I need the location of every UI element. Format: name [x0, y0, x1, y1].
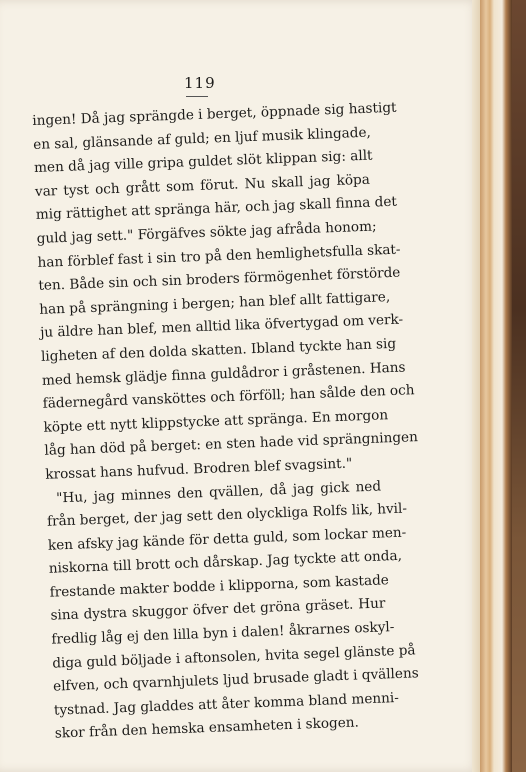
- text-line: "Hu, jag minnes den qvällen, då jag gick ned: [55, 477, 382, 506]
- text-line: ingen! Då jag sprängde i berget, öppnade sig hastigt: [32, 99, 397, 129]
- text-line: niskorna till brott och dårskap. Jag tyckte att onda,: [48, 548, 403, 577]
- text-line: guld jag sett." Förgäfves sökte jag afråda honom;: [36, 218, 377, 247]
- page-edge: [472, 0, 480, 772]
- text-line: elfven, och qvarnhjulets ljud brusade gladt i qvällens: [52, 665, 419, 695]
- text-line: ten. Både sin och sin broders förmögenhet förstörde: [38, 264, 401, 295]
- text-line: ligheten af den dolda skatten. Ibland tyckte han sig: [40, 335, 397, 365]
- text-line: ju äldre han blef, men alltid lika öfvertygad om verk-: [39, 311, 404, 342]
- text-line: fredlig låg ej den lilla byn i dalen! åkrarnes oskyl-: [51, 619, 395, 648]
- text-line: köpte ett nytt klippstycke att spränga. En morgon: [43, 406, 389, 436]
- page-number: 119: [184, 74, 216, 92]
- text-line: diga guld böljade i aftonsolen, hvita segel glänste på: [51, 641, 416, 672]
- text-line: var tyst och grått som förut. Nu skall jag köpa: [34, 171, 371, 200]
- text-line: från berget, der jag sett den olyckliga Rolfs lik, hvil-: [46, 500, 408, 530]
- text-line: tystnad. Jag gladdes att åter komma bland menni-: [53, 689, 400, 719]
- text-line: krossat hans hufvud. Brodren blef svagsint.": [45, 455, 353, 483]
- text-line: ken afsky jag kände för detta guld, som lockar men-: [47, 524, 407, 554]
- text-line: han förblef fast i sin tro på den hemlighetsfulla skat-: [37, 241, 401, 271]
- text-line: mig rättighet att spränga här, och jag skall finna det: [35, 194, 398, 224]
- text-line: han på sprängning i bergen; han blef allt fattigare,: [39, 288, 391, 318]
- text-line: men då jag ville gripa guldet slöt klippan sig: allt: [33, 147, 373, 177]
- text-line: skor från den hemska ensamheten i skogen.: [54, 714, 360, 743]
- text-line: med hemsk glädje finna guldådror i gråstenen. Hans: [41, 359, 406, 389]
- text-line: frestande makter bodde i klipporna, som kastade: [49, 572, 390, 601]
- page-number-rule: [186, 96, 208, 97]
- book-binding: [512, 0, 526, 772]
- text-line: fädernegård vansköttes och förföll; han sålde den och: [42, 382, 415, 412]
- text-line: låg han död på berget: en sten hade vid sprängningen: [44, 429, 419, 460]
- text-line: en sal, glänsande af guld; en ljuf musik klingade,: [32, 124, 372, 153]
- body-text: [32, 98, 419, 747]
- text-line: sina dystra skuggor öfver det gröna gräset. Hur: [50, 595, 386, 625]
